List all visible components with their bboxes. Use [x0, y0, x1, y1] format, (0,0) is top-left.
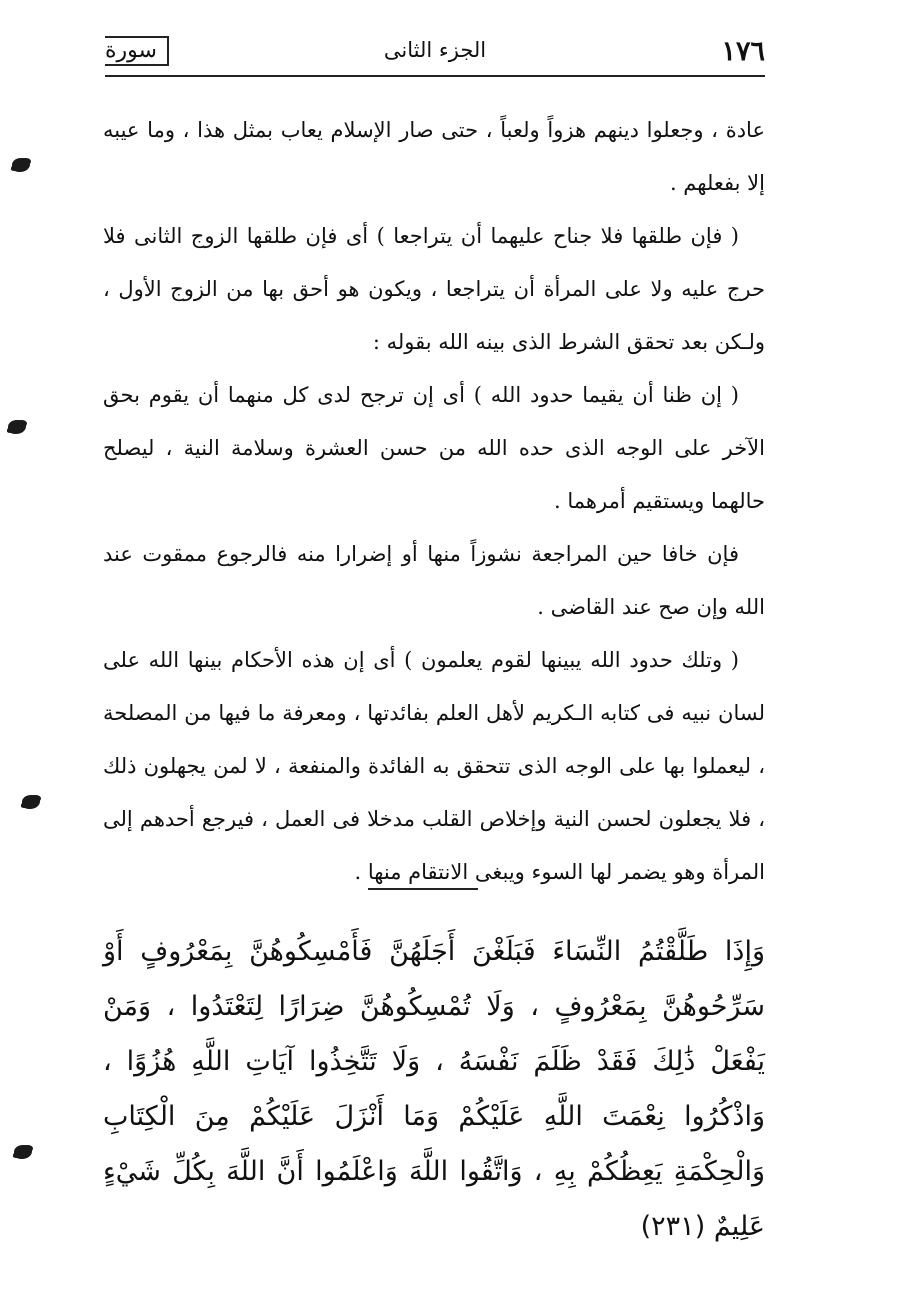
surah-label: سورة: [105, 36, 169, 66]
paragraph: ( إن ظنا أن يقيما حدود الله ) أى إن ترجح لدى كل منهما أن يقوم بحق الآخر على الوجه الذى حده الله من حسن العشرة وسلامة النية ، ليصلح حالهما ويستقيم أمرهما .: [103, 383, 765, 513]
paragraph: ( وتلك حدود الله يبينها لقوم يعلمون ) أى إن هذه الأحكام بينها الله على لسان نبيه فى كتابه الـكريم لأهل العلم بفائدتها ، ومعرفة ما فيها من المصلحة ، ليعملوا بها على الوجه الذى تتحقق به الفائدة والمنفعة ، لا لمن يجهلون ذلك ، فلا يجعلون لحسن النية وإخلاص القلب مدخلا فى العمل ، فيرجع أحدهم إلى المرأة وهو يضمر لها السوء ويبغى الانتقام منها .: [103, 648, 765, 884]
verse-number: (٢٣١): [640, 1211, 706, 1242]
part-title: الجزء الثانى: [383, 38, 487, 62]
paragraph: ( فإن طلقها فلا جناح عليهما أن يتراجعا ) أى فإن طلقها الزوج الثانى فلا حرج عليه ولا على المرأة أن يتراجعا ، ويكون هو أحق بها من الزوج الأول ، ولـكن بعد تحقق الشرط الذى بينه الله بقوله :: [103, 224, 765, 354]
page-header: [105, 30, 765, 74]
commentary-body: [103, 104, 765, 899]
ink-blot-mark: [8, 420, 26, 434]
quran-verse: [103, 924, 765, 1254]
paragraph: عادة ، وجعلوا دينهم هزواً ولعباً ، حتى صار الإسلام يعاب بمثل هذا ، وما عيبه إلا بفعلهم .: [103, 118, 765, 195]
ink-blot-mark: [22, 795, 40, 809]
ink-blot-mark: [12, 158, 30, 172]
header-rule: [105, 75, 765, 77]
ink-blot-mark: [14, 1145, 32, 1159]
section-divider: [368, 888, 478, 890]
verse-text: وَإِذَا طَلَّقْتُمُ النِّسَاءَ فَبَلَغْنَ أَجَلَهُنَّ فَأَمْسِكُوهُنَّ بِمَعْرُوفٍ أَوْ سَرِّحُوهُنَّ بِمَعْرُوفٍ ، وَلَا تُمْسِكُوهُنَّ ضِرَارًا لِتَعْتَدُوا ، وَمَنْ يَفْعَلْ ذَٰلِكَ فَقَدْ ظَلَمَ نَفْسَهُ ، وَلَا تَتَّخِذُوا آيَاتِ اللَّهِ هُزُوًا ، وَاذْكُرُوا نِعْمَتَ اللَّهِ عَلَيْكُمْ وَمَا أَنْزَلَ عَلَيْكُمْ مِنَ الْكِتَابِ وَالْحِكْمَةِ يَعِظُكُمْ بِهِ ، وَاتَّقُوا اللَّهَ وَاعْلَمُوا أَنَّ اللَّهَ بِكُلِّ شَيْءٍ عَلِيمٌ: [103, 936, 765, 1242]
paragraph: فإن خافا حين المراجعة نشوزاً منها أو إضرارا منه فالرجوع ممقوت عند الله وإن صح عند القاضى .: [103, 542, 765, 619]
page-number: ١٧٦: [721, 36, 765, 67]
